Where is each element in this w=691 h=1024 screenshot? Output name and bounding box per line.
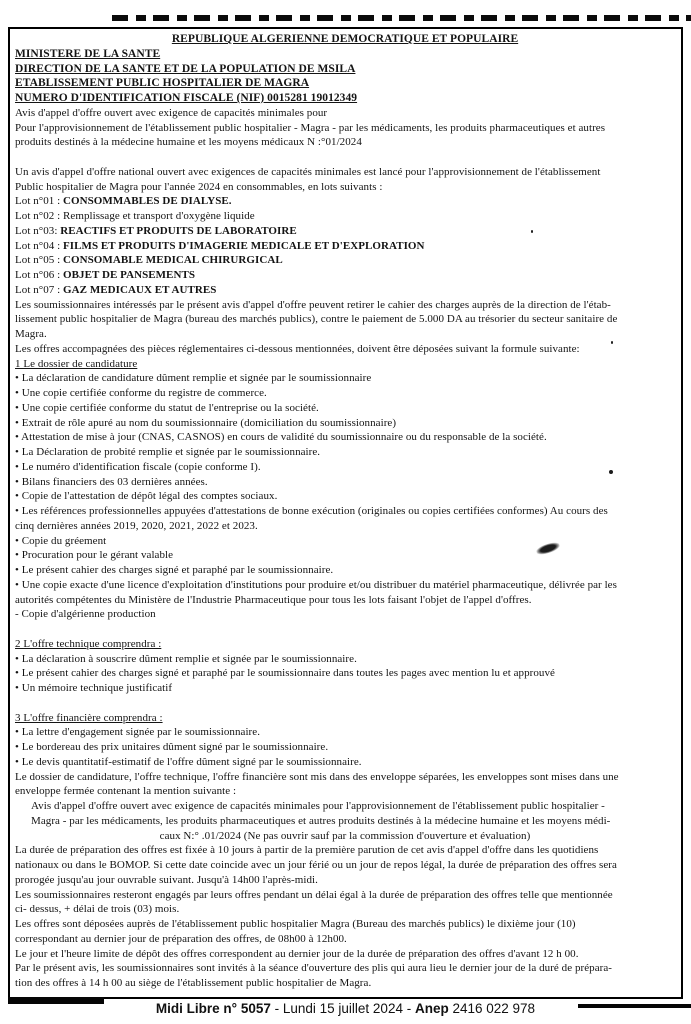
text-line: • Le numéro d'identification fiscale (copie conforme I). [15, 460, 261, 473]
ink-dot-artifact [609, 470, 613, 474]
text-line: prorogée jusqu'au jour ouvrable suivant. Jusqu'à 14h00 l'après-midi. [15, 873, 318, 886]
footer-separator: - [402, 1001, 415, 1016]
text-line: • Un mémoire technique justificatif [15, 682, 173, 694]
text-line [15, 150, 675, 165]
text-line: • Le présent cahier des charges signé et paraphé par le soumissionnaire dans toutes les pages avec mention lu et approuvé [15, 667, 555, 680]
text-line: Lot n°01 : CONSOMMABLES DE DIALYSE. [15, 195, 232, 208]
text-line: NUMERO D'IDENTIFICATION FISCALE (NIF) 0015281 19012349 [15, 92, 358, 104]
text-line: Le jour et l'heure limite de dépôt des offres correspondent au dernier jour de la durée de préparation des offres d'avant 12 h 00. [15, 947, 579, 960]
text-line: - Copie d'algérienne production [15, 608, 156, 621]
text-line: • La lettre d'engagement signée par le soumissionnaire. [15, 726, 261, 739]
text-line: • Le présent cahier des charges signé et paraphé par le soumissionnaire. [15, 564, 334, 576]
text-line: • Extrait de rôle apuré au nom du soumissionnaire (domiciliation du soumissionnaire) [15, 416, 397, 429]
text-line: autorités compétentes du Ministère de l'Industrie Pharmaceutique pour tous les lots faisant l'objet de l'appel d'offres. [15, 593, 532, 606]
text-line: Un avis d'appel d'offre national ouvert avec exigences de capacités minimales est lancé pour l'approvisionnement de l'établissement [15, 165, 601, 178]
notice-frame [8, 27, 683, 999]
text-line: • Attestation de mise à jour (CNAS, CASNOS) en cours de validité du soumissionnaire ou du responsable de la société. [15, 431, 547, 444]
text-line: MINISTERE DE LA SANTE [15, 47, 161, 60]
text-line: • Copie du gréement [15, 534, 107, 547]
footer-separator: - [270, 1001, 283, 1016]
text-line: Magra. [15, 328, 47, 340]
text-line: Lot n°04 : FILMS ET PRODUITS D'IMAGERIE MEDICALE ET D'EXPLORATION [15, 239, 425, 252]
text-line: 1 Le dossier de candidature [15, 357, 138, 370]
text-line: DIRECTION DE LA SANTE ET DE LA POPULATION DE MSILA [15, 62, 356, 75]
text-line: Avis d'appel d'offre ouvert avec exigence de capacités minimales pour [15, 106, 328, 119]
text-line: • Copie de l'attestation de dépôt légal des comptes sociaux. [15, 490, 278, 503]
text-line: nationaux ou dans le BOMOP. Si cette date coincide avec un jour férié ou un jour de repos légal, la durée de préparation des offres sera [15, 859, 617, 871]
text-line: 2 L'offre technique comprendra : [15, 637, 162, 650]
text-line: Par le présent avis, les soumissionnaires sont invités à la séance d'ouverture des plis qui aura lieu le dernier jour de la duré de prépara- [15, 962, 612, 975]
text-line: Public hospitalier de Magra pour l'année 2024 en consommables, en lots suivants : [15, 180, 383, 193]
text-line: • Une copie certifiée conforme du registre de commerce. [15, 387, 267, 399]
text-line: Les soumissionnaires resteront engagés par leurs offres pendant un délai égal à la durée de préparation des offres telle que mentionnée [15, 888, 613, 901]
footer-credit-line [0, 1001, 691, 1016]
text-line: lissement public hospitalier de Magra (bureau des marchés publics), contre le paiement de 5.000 DA au trésorier du secteur sanitaire de [15, 313, 618, 326]
text-line: • La Déclaration de probité remplie et signée par le soumissionnaire. [15, 446, 321, 458]
text-line: • Une copie certifiée conforme du statut de l'entreprise ou la société. [15, 401, 319, 414]
publication-date: Lundi 15 juillet 2024 [282, 1001, 403, 1016]
text-line: • Une copie exacte d'une licence d'exploitation d'institutions pour produire et/ou distribuer du matériel pharmaceutique, délivrée par les [15, 578, 617, 591]
text-line: • Procuration pour le gérant valable [15, 549, 174, 562]
text-line: correspondant au dernier jour de préparation des offres, de 08h00 à 12h00. [15, 932, 347, 945]
text-line: • Le devis quantitatif-estimatif de l'offre dûment signé par le soumissionnaire. [15, 755, 362, 768]
text-line: produits destinés à la médecine humaine et les moyens médicaux N :°01/2024 [15, 136, 362, 149]
text-line: La durée de préparation des offres est fixée à 10 jours à partir de la première parution de cet avis d'appel d'offre dans les quotidiens [15, 844, 599, 857]
ink-dot-artifact [611, 341, 613, 344]
text-line: Lot n°07 : GAZ MEDICAUX ET AUTRES [15, 283, 217, 296]
text-line: Lot n°03: REACTIFS ET PRODUITS DE LABORATOIRE [15, 224, 297, 237]
text-line: Les offres accompagnées des pièces réglementaires ci-dessous mentionnées, doivent être déposées suivant la formule suivante: [15, 342, 580, 355]
notice-body [15, 32, 675, 991]
text-line: 3 L'offre financière comprendra : [15, 711, 163, 724]
text-line: Lot n°05 : CONSOMABLE MEDICAL CHIRURGICAL [15, 254, 283, 267]
text-line: • Bilans financiers des 03 dernières années. [15, 475, 208, 488]
torn-edge-scan-artifact [112, 15, 691, 21]
text-line: Avis d'appel d'offre ouvert avec exigence de capacités minimales pour l'approvisionnement de l'établissement public hospitalier - [31, 800, 605, 812]
text-line: REPUBLIQUE ALGERIENNE DEMOCRATIQUE ET POPULAIRE [171, 33, 519, 45]
text-line: Lot n°06 : OBJET DE PANSEMENTS [15, 269, 195, 281]
text-line [15, 696, 675, 711]
text-line [15, 622, 675, 637]
ink-dot-artifact [531, 230, 533, 233]
anep-number: 2416 022 978 [448, 1001, 536, 1016]
text-line: ci- dessus, + délai de trois (03) mois. [15, 903, 180, 916]
text-line: tion des offres à 14 h 00 au siège de l'établissement public hospitalier de Magra. [15, 977, 372, 989]
journal-name: Midi Libre n° 5057 [155, 1001, 271, 1016]
text-line: • Les références professionnelles appuyées d'attestations de bonne exécution (originales ou copies certifiées conformes) Au cours des [15, 505, 608, 517]
text-line: cinq dernières années 2019, 2020, 2021, 2022 et 2023. [15, 519, 258, 532]
text-line: • La déclaration à souscrire dûment remplie et signée par le soumissionnaire. [15, 652, 357, 665]
text-line: Les soumissionnaires intéressés par le présent avis d'appel d'offre peuvent retirer le cahier des charges auprès de la direction de l'étab- [15, 298, 611, 311]
text-line: • Le bordereau des prix unitaires dûment signé par le soumissionnaire. [15, 741, 329, 753]
text-line: caux N:° .01/2024 (Ne pas ouvrir sauf par la commission d'ouverture et évaluation) [159, 829, 531, 842]
text-line: Magra - par les médicaments, les produits pharmaceutiques et autres produits destinés à la médecine humaine et les moyens médi- [31, 814, 611, 827]
anep-label: Anep [414, 1001, 449, 1016]
text-line: • La déclaration de candidature dûment remplie et signée par le soumissionnaire [15, 372, 372, 385]
text-line: Les offres sont déposées auprès de l'établissement public hospitalier Magra (Bureau des marchés publics) le dixième jour (10) [15, 918, 576, 930]
text-line: Le dossier de candidature, l'offre technique, l'offre financière sont mis dans des enveloppe séparées, les enveloppes sont mises dans une [15, 770, 619, 783]
text-line: ETABLISSEMENT PUBLIC HOSPITALIER DE MAGRA [15, 77, 310, 90]
text-line: Lot n°02 : Remplissage et transport d'oxygène liquide [15, 210, 255, 222]
text-line: enveloppe fermée contenant la mention suivante : [15, 785, 237, 798]
text-line: Pour l'approvisionnement de l'établissement public hospitalier - Magra - par les médicaments, les produits pharmaceutiques et autres [15, 121, 606, 134]
